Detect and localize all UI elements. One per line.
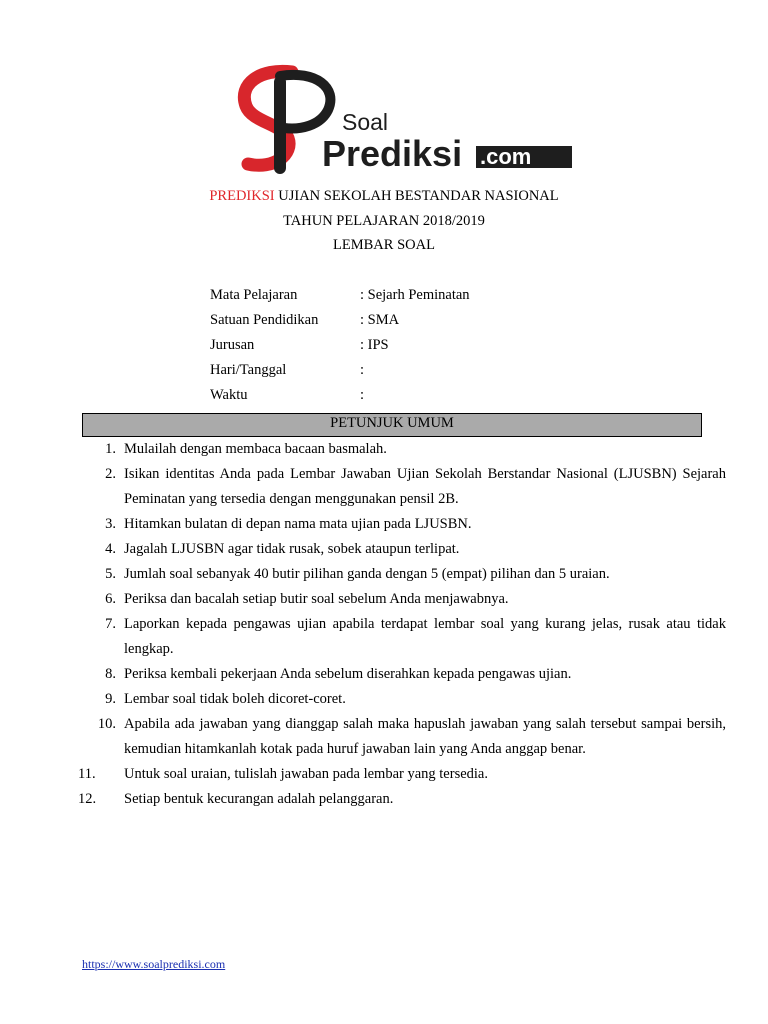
header-line-3: LEMBAR SOAL	[333, 237, 435, 253]
item-number: 4.	[105, 541, 116, 557]
list-item	[78, 587, 726, 612]
list-item	[78, 612, 726, 662]
info-value: :	[360, 362, 365, 378]
info-label: Waktu	[210, 387, 248, 403]
item-text: Setiap bentuk kecurangan adalah pelanggaran.	[124, 791, 394, 807]
item-number: 1.	[105, 441, 116, 457]
item-number: 2.	[105, 466, 116, 482]
info-value: : SMA	[360, 312, 400, 328]
list-item	[78, 687, 726, 712]
info-value: : Sejarh Peminatan	[360, 287, 470, 303]
info-label: Mata Pelajaran	[210, 287, 298, 303]
item-number: 12.	[78, 791, 97, 807]
list-item	[78, 662, 726, 687]
item-number: 7.	[105, 616, 116, 632]
item-number: 10.	[97, 716, 116, 732]
list-item	[78, 537, 726, 562]
item-number: 5.	[105, 566, 116, 582]
item-text: Jagalah LJUSBN agar tidak rusak, sobek ataupun terlipat.	[124, 541, 460, 557]
info-label: Hari/Tanggal	[210, 362, 287, 378]
list-item	[78, 762, 726, 787]
header-line-1-red: PREDIKSI	[209, 188, 275, 204]
logo-word-top: Soal	[342, 109, 389, 135]
info-value: :	[360, 387, 365, 403]
list-item	[78, 462, 726, 512]
list-item	[78, 562, 726, 587]
list-item	[78, 787, 726, 812]
info-value: : IPS	[360, 337, 389, 353]
header-line-2: TAHUN PELAJARAN 2018/2019	[283, 213, 485, 229]
item-text: Mulailah dengan membaca bacaan basmalah.	[124, 441, 387, 457]
item-text: Periksa dan bacalah setiap butir soal sebelum Anda menjawabnya.	[124, 591, 509, 607]
item-number: 3.	[105, 516, 116, 532]
item-text: Untuk soal uraian, tulislah jawaban pada lembar yang tersedia.	[124, 766, 488, 782]
logo-word-tld: .com	[480, 144, 532, 169]
item-number: 11.	[78, 766, 96, 782]
item-text: Laporkan kepada pengawas ujian apabila terdapat lembar soal yang kurang jelas, rusak atau tidak lengkap.	[124, 616, 726, 657]
list-item	[78, 712, 726, 762]
info-label: Satuan Pendidikan	[210, 312, 319, 328]
header-line-1-rest: UJIAN SEKOLAH BESTANDAR NASIONAL	[274, 188, 559, 204]
instruction-list	[78, 437, 726, 812]
item-text: Isikan identitas Anda pada Lembar Jawaban Ujian Sekolah Berstandar Nasional (LJUSBN) Sejarah Peminatan yang tersedia dengan menggunakan pensil 2B.	[124, 466, 726, 507]
item-text: Periksa kembali pekerjaan Anda sebelum diserahkan kepada pengawas ujian.	[124, 666, 572, 682]
soalprediksi-logo	[230, 62, 580, 182]
logo-word-main: Prediksi	[322, 133, 463, 174]
footer-link[interactable]: https://www.soalprediksi.com	[82, 957, 226, 971]
item-number: 6.	[105, 591, 116, 607]
section-title: PETUNJUK UMUM	[82, 413, 702, 437]
item-text: Apabila ada jawaban yang dianggap salah maka hapuslah jawaban yang salah tersebut sampai bersih, kemudian hitamkanlah kotak pada huruf jawaban lain yang Anda anggap benar.	[124, 716, 726, 757]
item-text: Hitamkan bulatan di depan nama mata ujian pada LJUSBN.	[124, 516, 472, 532]
header-line-1	[0, 186, 768, 206]
info-label: Jurusan	[210, 337, 255, 353]
item-number: 9.	[105, 691, 116, 707]
item-text: Lembar soal tidak boleh dicoret-coret.	[124, 691, 346, 707]
item-text: Jumlah soal sebanyak 40 butir pilihan ganda dengan 5 (empat) pilihan dan 5 uraian.	[124, 566, 610, 582]
list-item	[78, 512, 726, 537]
item-number: 8.	[105, 666, 116, 682]
list-item	[78, 437, 726, 462]
logo-mark-icon	[230, 62, 580, 182]
